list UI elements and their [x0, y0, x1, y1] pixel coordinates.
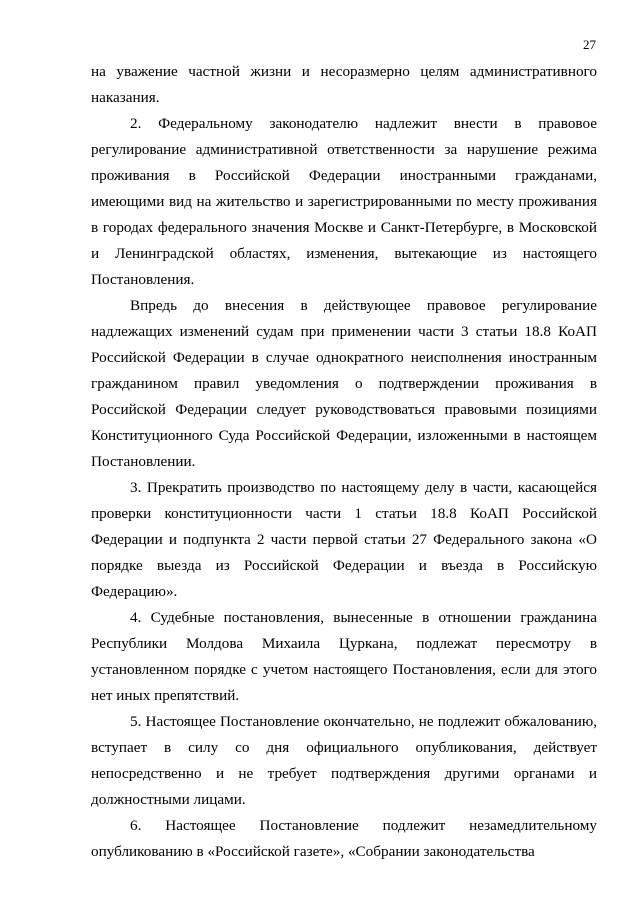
paragraph-item-3: 3. Прекратить производство по настоящему делу в части, касающейся проверки конституционности части 1 статьи 18.8 КоАП Российской Федерации и подпункта 2 части первой статьи 27 Федерального закона «О порядке выезда из Российской Федерации и въезда в Российскую Федерацию».	[91, 479, 597, 600]
document-body	[91, 59, 597, 865]
paragraph-item-4: 4. Судебные постановления, вынесенные в отношении гражданина Республики Молдова Михаила Цуркана, подлежат пересмотру в установленном порядке с учетом настоящего Постановления, если для этого нет иных препятствий.	[91, 609, 597, 704]
paragraph-item-5: 5. Настоящее Постановление окончательно, не подлежит обжалованию, вступает в силу со дня официального опубликования, действует непосредственно и не требует подтверждения другими органами и должностными лицами.	[91, 713, 597, 808]
paragraph-item-2: 2. Федеральному законодателю надлежит внести в правовое регулирование административной ответственности за нарушение режима проживания в Российской Федерации иностранными гражданами, имеющими вид на жительство и зарегистрированными по месту проживания в городах федерального значения Москве и Санкт-Петербурге, в Московской и Ленинградской областях, изменения, вытекающие из настоящего Постановления.	[91, 115, 597, 288]
paragraph-item-6: 6. Настоящее Постановление подлежит незамедлительному опубликованию в «Российской газете», «Собрании законодательства	[91, 817, 597, 860]
paragraph-interim-rule: Впредь до внесения в действующее правовое регулирование надлежащих изменений судам при применении части 3 статьи 18.8 КоАП Российской Федерации в случае однократного неисполнения иностранным гражданином правил уведомления о подтверждении проживания в Российской Федерации следует руководствоваться правовыми позициями Конституционного Суда Российской Федерации, изложенными в настоящем Постановлении.	[91, 297, 597, 470]
page-number: 27	[583, 37, 596, 52]
paragraph-continuation: на уважение частной жизни и несоразмерно целям административного наказания.	[91, 63, 597, 106]
